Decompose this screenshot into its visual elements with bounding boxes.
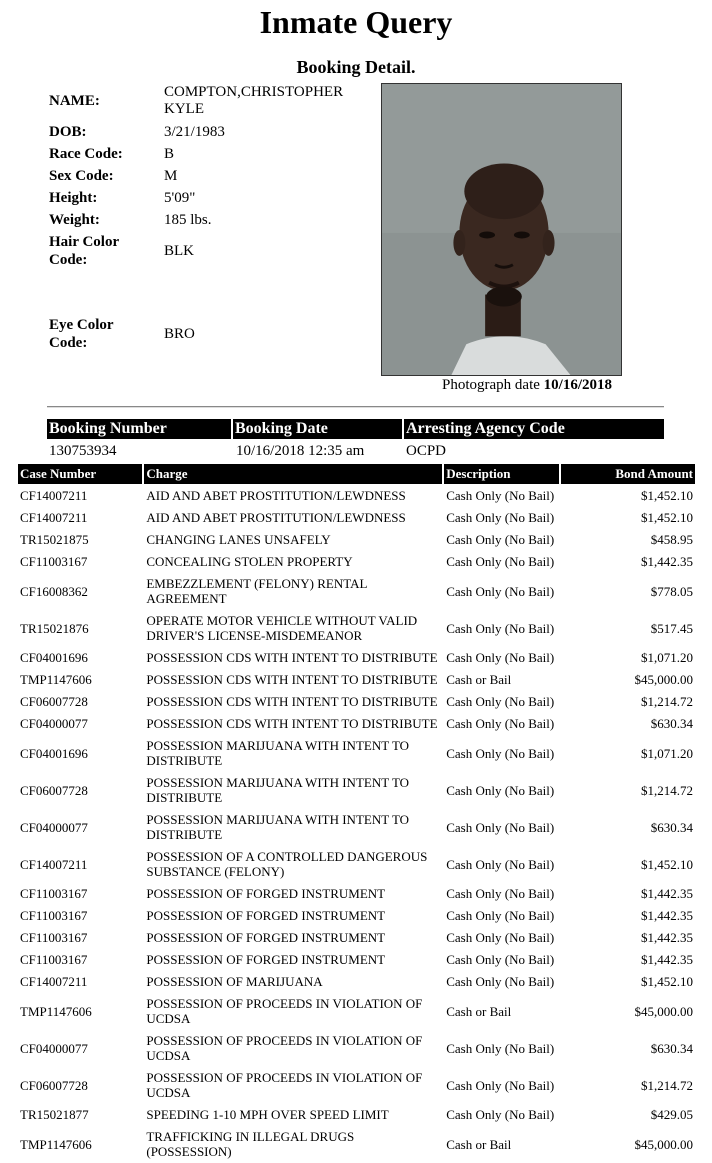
case-number: CF06007728 (20, 1077, 88, 1093)
bond-description: Cash Only (No Bail) (446, 952, 555, 967)
arresting-agency-header: Arresting Agency Code (404, 419, 664, 439)
charge-text: AID AND ABET PROSTITUTION/LEWDNESS (146, 488, 406, 503)
booking-number-header: Booking Number (47, 419, 231, 439)
case-number: CF06007728 (20, 694, 88, 709)
charge-row (18, 610, 695, 646)
case-number: TMP1147606 (20, 1003, 92, 1019)
hair-label-line-1: Hair Color (49, 234, 120, 250)
height-label: Height: (49, 190, 98, 206)
weight-value: 185 lbs. (164, 212, 212, 228)
booking-photo (381, 83, 622, 376)
bond-description: Cash Only (No Bail) (446, 694, 555, 709)
bond-description: Cash Only (No Bail) (446, 1077, 555, 1093)
bond-description: Cash or Bail (446, 672, 512, 687)
bond-description: Cash Only (No Bail) (446, 510, 555, 525)
charge-text: POSSESSION OF PROCEEDS IN VIOLATION OF UCDSA (146, 1033, 423, 1063)
charge-text: POSSESSION OF PROCEEDS IN VIOLATION OF UCDSA (146, 996, 423, 1026)
person-photo-icon (382, 84, 621, 375)
charges-header-row (18, 464, 695, 484)
booking-number-value: 130753934 (49, 443, 117, 459)
bond-description: Cash Only (No Bail) (446, 1040, 555, 1056)
case-number: CF06007728 (20, 782, 88, 798)
charge-row (18, 485, 695, 506)
case-number: CF14007211 (20, 488, 88, 503)
charge-text: POSSESSION CDS WITH INTENT TO DISTRIBUTE (146, 694, 438, 709)
bond-description: Cash or Bail (446, 1003, 512, 1019)
bond-description: Cash Only (No Bail) (446, 1107, 555, 1122)
charge-text: POSSESSION OF MARIJUANA (146, 974, 323, 989)
charge-text: POSSESSION OF FORGED INSTRUMENT (146, 908, 386, 923)
bond-description: Cash Only (No Bail) (446, 974, 555, 989)
case-number: TR15021877 (20, 1107, 89, 1122)
charge-row (18, 551, 695, 572)
bond-amount: $630.34 (650, 819, 693, 835)
charge-row (18, 883, 695, 904)
charge-row (18, 507, 695, 528)
charge-text: POSSESSION MARIJUANA WITH INTENT TO DISTRIBUTE (146, 812, 410, 842)
bond-amount: $1,442.35 (641, 908, 693, 923)
bond-amount: $1,071.20 (641, 745, 693, 761)
bond-description: Cash Only (No Bail) (446, 554, 555, 569)
case-number: TMP1147606 (20, 672, 92, 687)
bond-amount: $45,000.00 (634, 1136, 693, 1152)
page-title: Inmate Query (259, 4, 453, 40)
booking-date-value: 10/16/2018 12:35 am (236, 443, 365, 459)
case-number: CF14007211 (20, 510, 88, 525)
case-number: TR15021875 (20, 532, 89, 547)
bond-amount: $1,442.35 (641, 554, 693, 569)
bond-amount: $778.05 (650, 583, 693, 599)
charge-row (18, 669, 695, 690)
weight-label: Weight: (49, 212, 100, 228)
bond-description: Cash Only (No Bail) (446, 908, 555, 923)
charge-row (18, 993, 695, 1029)
case-number: CF04000077 (20, 1040, 88, 1056)
case-number: TMP1147606 (20, 1136, 92, 1152)
charge-row (18, 927, 695, 948)
bond-description: Cash Only (No Bail) (446, 620, 555, 636)
height-value: 5'09" (164, 190, 196, 206)
eye-label-line-1: Eye Color (49, 317, 114, 333)
bond-amount: $1,442.35 (641, 952, 693, 967)
charge-row (18, 905, 695, 926)
charge-text: CONCEALING STOLEN PROPERTY (146, 554, 353, 569)
charge-row (18, 713, 695, 734)
case-number: CF04001696 (20, 745, 88, 761)
bond-description: Cash Only (No Bail) (446, 716, 555, 731)
charge-text: OPERATE MOTOR VEHICLE WITHOUT VALID DRIVER'S LICENSE-MISDEMEANOR (146, 613, 418, 643)
bond-amount: $1,214.72 (641, 694, 693, 709)
sex-label: Sex Code: (49, 168, 114, 184)
bond-amount: $1,452.10 (641, 856, 693, 872)
charge-text: POSSESSION OF FORGED INSTRUMENT (146, 930, 386, 945)
bond-description: Cash Only (No Bail) (446, 886, 555, 901)
case-number: TR15021876 (20, 620, 89, 636)
charge-text: POSSESSION CDS WITH INTENT TO DISTRIBUTE (146, 650, 438, 665)
charge-text: POSSESSION MARIJUANA WITH INTENT TO DISTRIBUTE (146, 775, 410, 805)
bond-amount: $429.05 (650, 1107, 693, 1122)
bond-amount: $1,214.72 (641, 1077, 693, 1093)
charge-row (18, 1126, 695, 1162)
case-number: CF04001696 (20, 650, 88, 665)
charge-row (18, 735, 695, 771)
eye-label-line-2: Code: (49, 335, 88, 351)
hair-value: BLK (164, 243, 194, 259)
charge-row (18, 971, 695, 992)
name-line-1: COMPTON,CHRISTOPHER (164, 84, 344, 100)
bond-description: Cash Only (No Bail) (446, 782, 555, 798)
eye-value: BRO (164, 326, 195, 342)
charge-row (18, 529, 695, 550)
bond-description: Cash Only (No Bail) (446, 745, 555, 761)
description-header: Description (444, 464, 558, 484)
case-number: CF14007211 (20, 856, 88, 872)
case-number: CF11003167 (20, 930, 88, 945)
bond-description: Cash Only (No Bail) (446, 488, 555, 503)
bond-amount: $45,000.00 (634, 672, 693, 687)
case-number: CF11003167 (20, 886, 88, 901)
charge-row (18, 573, 695, 609)
charge-row (18, 1104, 695, 1125)
case-number: CF16008362 (20, 583, 88, 599)
dob-label: DOB: (49, 124, 87, 140)
case-number: CF11003167 (20, 554, 88, 569)
charge-row (18, 647, 695, 668)
charge-row (18, 772, 695, 808)
race-label: Race Code: (49, 146, 123, 162)
bond-description: Cash Only (No Bail) (446, 532, 555, 547)
charge-text: POSSESSION OF PROCEEDS IN VIOLATION OF UCDSA (146, 1070, 423, 1100)
bond-amount: $1,071.20 (641, 650, 693, 665)
bond-amount: $45,000.00 (634, 1003, 693, 1019)
case-number-header: Case Number (18, 464, 142, 484)
charge-row (18, 949, 695, 970)
bond-amount: $517.45 (650, 620, 693, 636)
bond-amount: $1,452.10 (641, 488, 693, 503)
bond-amount: $1,452.10 (641, 510, 693, 525)
charge-text: POSSESSION OF FORGED INSTRUMENT (146, 952, 386, 967)
bond-amount-header: Bond Amount (561, 464, 695, 484)
charge-text: SPEEDING 1-10 MPH OVER SPEED LIMIT (146, 1107, 389, 1122)
case-number: CF04000077 (20, 716, 88, 731)
bond-amount: $1,442.35 (641, 886, 693, 901)
charge-row (18, 691, 695, 712)
charge-text: CHANGING LANES UNSAFELY (146, 532, 331, 547)
charge-text: EMBEZZLEMENT (FELONY) RENTAL AGREEMENT (146, 576, 368, 606)
bond-description: Cash Only (No Bail) (446, 583, 555, 599)
dob-value: 3/21/1983 (164, 124, 225, 140)
charge-text: TRAFFICKING IN ILLEGAL DRUGS (POSSESSION) (146, 1129, 355, 1159)
charge-text: POSSESSION MARIJUANA WITH INTENT TO DISTRIBUTE (146, 738, 410, 768)
bond-amount: $630.34 (650, 716, 693, 731)
name-label: NAME: (49, 93, 100, 109)
booking-detail-heading: Booking Detail. (296, 57, 416, 77)
charge-row (18, 1067, 695, 1103)
bond-amount: $1,214.72 (641, 782, 693, 798)
bond-description: Cash or Bail (446, 1136, 512, 1152)
booking-date-header: Booking Date (233, 419, 402, 439)
photo-date: 10/16/2018 (543, 377, 612, 393)
charges-table (16, 463, 697, 1163)
bond-description: Cash Only (No Bail) (446, 930, 555, 945)
sex-value: M (164, 168, 178, 184)
bond-description: Cash Only (No Bail) (446, 650, 555, 665)
charge-header: Charge (144, 464, 442, 484)
case-number: CF11003167 (20, 952, 88, 967)
hair-label-line-2: Code: (49, 252, 88, 268)
section-divider (47, 406, 664, 408)
charge-row (18, 846, 695, 882)
bond-amount: $458.95 (650, 532, 693, 547)
charge-text: POSSESSION OF A CONTROLLED DANGEROUS SUBSTANCE (FELONY) (146, 849, 428, 879)
bond-description: Cash Only (No Bail) (446, 856, 555, 872)
charge-text: POSSESSION OF FORGED INSTRUMENT (146, 886, 386, 901)
bond-amount: $630.34 (650, 1040, 693, 1056)
name-line-2: KYLE (164, 101, 204, 117)
arresting-agency-value: OCPD (406, 443, 447, 459)
charge-text: POSSESSION CDS WITH INTENT TO DISTRIBUTE (146, 716, 438, 731)
charge-row (18, 809, 695, 845)
bond-description: Cash Only (No Bail) (446, 819, 555, 835)
charge-text: POSSESSION CDS WITH INTENT TO DISTRIBUTE (146, 672, 438, 687)
photo-caption-prefix: Photograph date (442, 377, 540, 393)
race-value: B (164, 146, 175, 162)
bond-amount: $1,452.10 (641, 974, 693, 989)
case-number: CF04000077 (20, 819, 88, 835)
case-number: CF11003167 (20, 908, 88, 923)
charge-text: AID AND ABET PROSTITUTION/LEWDNESS (146, 510, 406, 525)
case-number: CF14007211 (20, 974, 88, 989)
bond-amount: $1,442.35 (641, 930, 693, 945)
photo-caption (380, 376, 612, 394)
charge-row (18, 1030, 695, 1066)
